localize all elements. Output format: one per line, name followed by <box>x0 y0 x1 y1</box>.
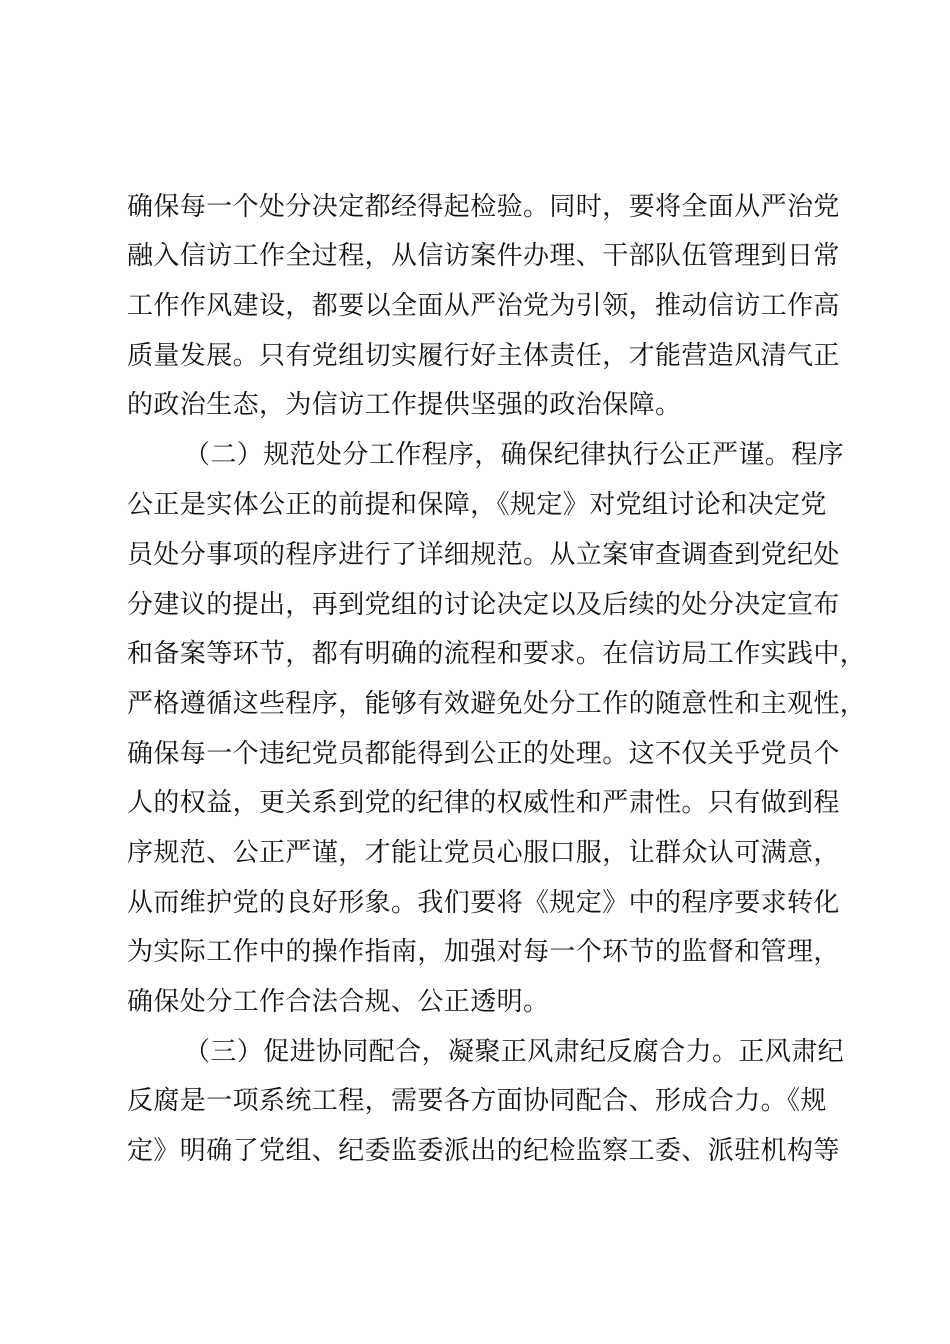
text-line: 员处分事项的程序进行了详细规范。从立案审查调查到党纪处 <box>127 540 840 570</box>
text-line: 融入信访工作全过程，从信访案件办理、干部队伍管理到日常 <box>127 241 840 271</box>
section-heading-2: （二）规范处分工作程序，确保纪律执行公正严谨。程序 <box>184 440 845 470</box>
text-line: 定》明确了党组、纪委监委派出的纪检监察工委、派驻机构等 <box>127 1136 840 1166</box>
text-line: 的政治生态，为信访工作提供坚强的政治保障。 <box>127 390 682 420</box>
text-line: 序规范、公正严谨，才能让党员心服口服，让群众认可满意， <box>127 838 840 868</box>
text-line: 质量发展。只有党组切实履行好主体责任，才能营造风清气正 <box>127 341 840 371</box>
text-line: 和备案等环节，都有明确的流程和要求。在信访局工作实践中， <box>127 639 867 669</box>
text-line: 人的权益，更关系到党的纪律的权威性和严肃性。只有做到程 <box>127 788 840 818</box>
text-line: 反腐是一项系统工程，需要各方面协同配合、形成合力。《规 <box>127 1086 827 1116</box>
text-line: 公正是实体公正的前提和保障，《规定》对党组讨论和决定党 <box>127 490 827 520</box>
text-line: 为实际工作中的操作指南，加强对每一个环节的监督和管理， <box>127 937 840 967</box>
text-line: 确保每一个违纪党员都能得到公正的处理。这不仅关乎党员个 <box>127 739 840 769</box>
text-line: 确保每一个处分决定都经得起检验。同时，要将全面从严治党 <box>127 192 840 222</box>
section-heading-3: （三）促进协同配合，凝聚正风肃纪反腐合力。正风肃纪 <box>184 1037 845 1067</box>
text-line: 严格遵循这些程序，能够有效避免处分工作的随意性和主观性， <box>127 689 867 719</box>
text-line: 从而维护党的良好形象。我们要将《规定》中的程序要求转化 <box>127 888 840 918</box>
text-line: 确保处分工作合法合规、公正透明。 <box>127 987 550 1017</box>
text-line: 分建议的提出，再到党组的讨论决定以及后续的处分决定宣布 <box>127 590 840 620</box>
text-line: 工作作风建设，都要以全面从严治党为引领，推动信访工作高 <box>127 291 840 321</box>
